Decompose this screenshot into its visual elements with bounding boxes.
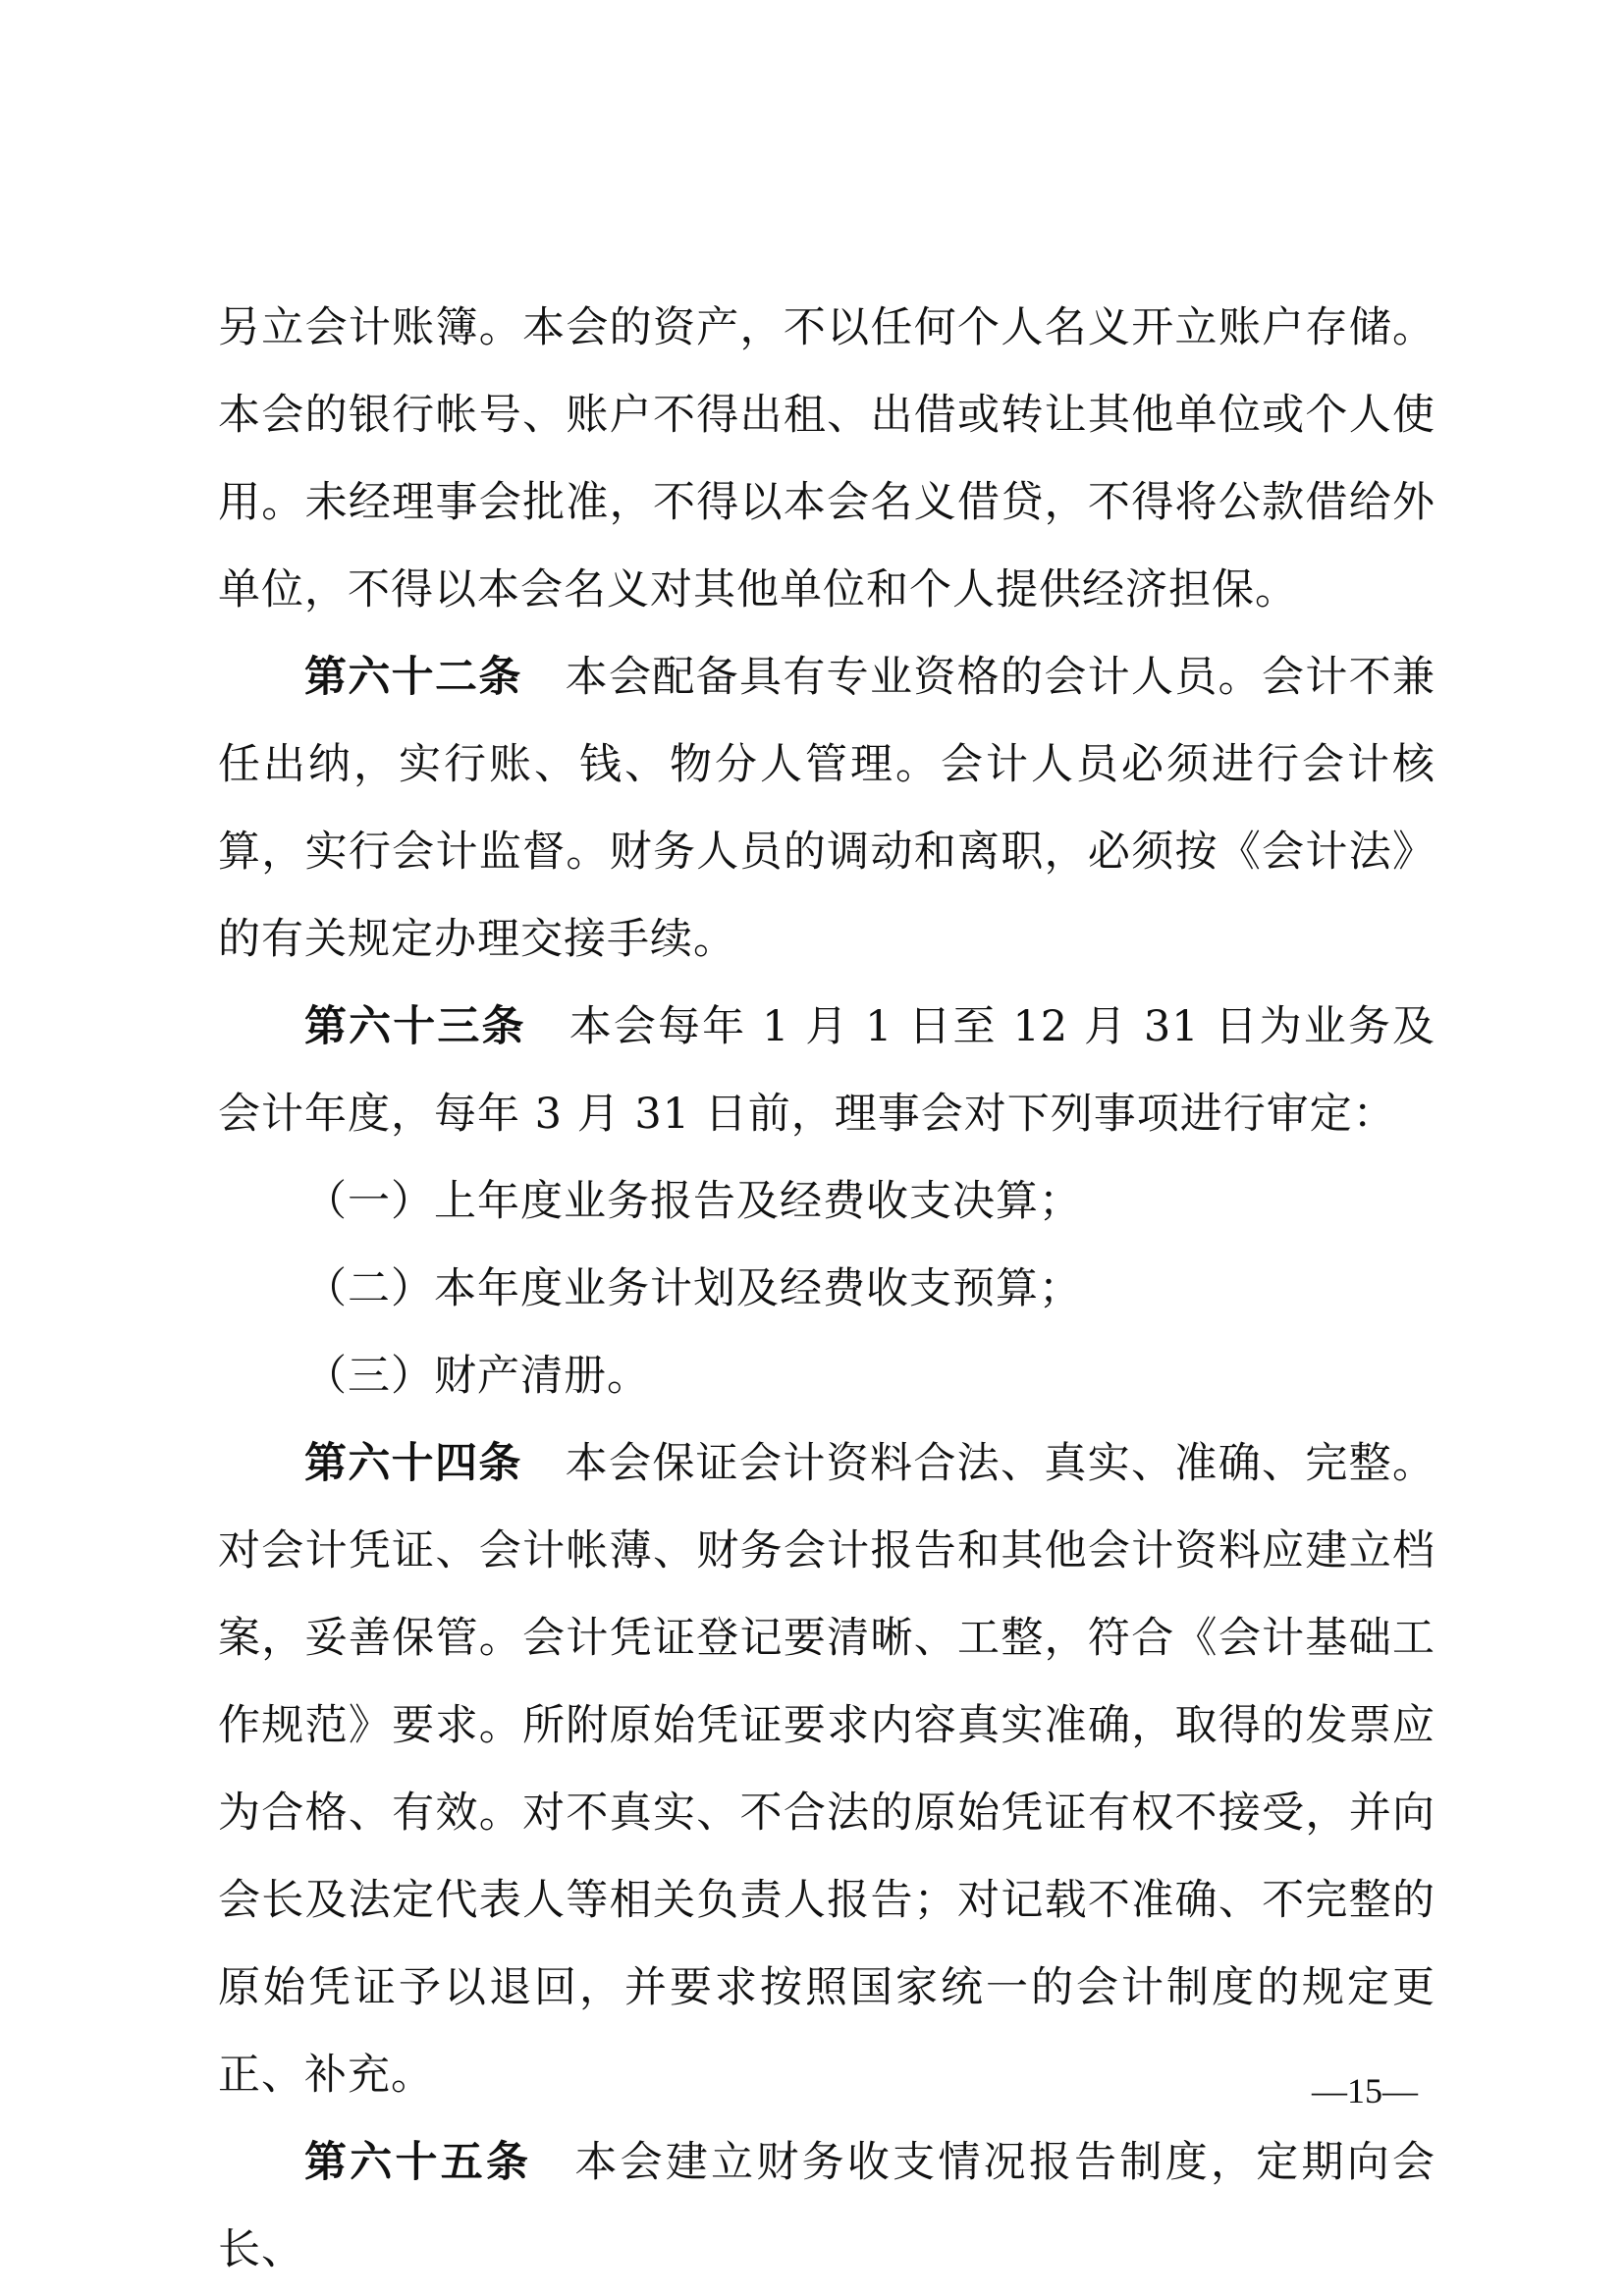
article-text: 本会每年 1 月 1 日至 12 月 31 日为业务及会计年度，每年 3 月 31 日前，理事会对下列事项进行审定：: [218, 1002, 1435, 1139]
article-64: [218, 1420, 1435, 2119]
article-text: 本会配备具有专业资格的会计人员。会计不兼任出纳，实行账、钱、物分人管理。会计人员必须进行会计核算，实行会计监督。财务人员的调动和离职，必须按《会计法》的有关规定办理交接手续。: [218, 653, 1436, 964]
article-62: [218, 634, 1435, 984]
document-body: [218, 285, 1435, 2294]
article-number: 第六十五条: [304, 2138, 532, 2187]
article-number: 第六十二条: [304, 653, 522, 702]
article-63-item-2: （二）本年度业务计划及经费收支预算；: [304, 1264, 1082, 1313]
article-text: 本会保证会计资料合法、真实、准确、完整。对会计凭证、会计帐薄、财务会计报告和其他会计资料应建立档案，妥善保管。会计凭证登记要清晰、工整，符合《会计基础工作规范》要求。所附原始凭证要求内容真实准确，取得的发票应为合格、有效。对不真实、不合法的原始凭证有权不接受，并向会长及法定代表人等相关负责人报告；对记载不准确、不完整的原始凭证予以退回，并要求按照国家统一的会计制度的规定更正、补充。: [218, 1439, 1436, 2100]
article-number: 第六十四条: [304, 1439, 522, 1488]
article-number: 第六十三条: [304, 1002, 526, 1051]
article-63-item-3: （三）财产清册。: [304, 1352, 650, 1401]
article-63-item-1: （一）上年度业务报告及经费收支决算；: [304, 1177, 1082, 1226]
continuation-paragraph: 另立会计账簿。本会的资产，不以任何个人名义开立账户存储。本会的银行帐号、账户不得出租、出借或转让其他单位或个人使用。未经理事会批准，不得以本会名义借贷，不得将公款借给外单位，不得以本会名义对其他单位和个人提供经济担保。: [218, 303, 1435, 614]
article-text: 本会建立财务收支情况报告制度，定期向会长、: [218, 2138, 1436, 2274]
article-63: [218, 984, 1435, 1158]
page-number: —15—: [1312, 2071, 1418, 2110]
article-65: [218, 2119, 1435, 2294]
